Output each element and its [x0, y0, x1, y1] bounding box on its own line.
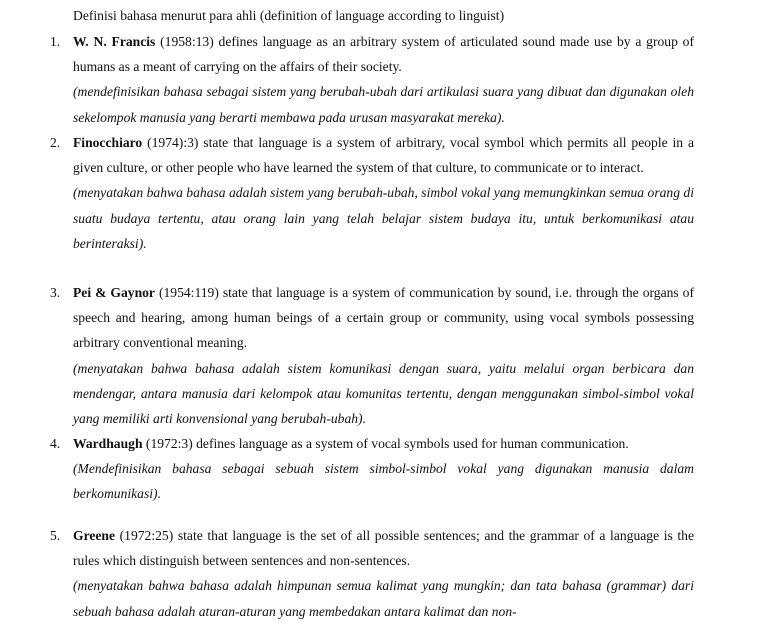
english-definition	[73, 431, 694, 456]
english-text: (1974):3) state that language is a system of arbitrary, vocal symbol which permits all people in a given culture, or other people who have learned the system of that culture, to communicate or to interact.	[73, 135, 694, 176]
item-body	[73, 29, 694, 130]
english-definition	[73, 130, 694, 180]
item-number: 2.	[50, 135, 61, 150]
item-number: 1.	[50, 34, 61, 49]
item-number: 3.	[50, 285, 61, 300]
english-text: (1958:13) defines language as an arbitrary system of articulated sound made use by a group of humans as a meant of carrying on the affairs of their society.	[73, 34, 694, 75]
indonesian-translation: (menyatakan bahwa bahasa adalah sistem yang berubah-ubah, simbol vokal yang memungkinkan semua orang di suatu budaya tertentu, atau orang lain yang telah belajar sistem budaya itu, untuk berkomunikasi atau berinteraksi).	[73, 185, 694, 251]
item-number: 4.	[50, 436, 61, 451]
indonesian-translation: (mendefinisikan bahasa sebagai sistem yang berubah-ubah dari artikulasi suara yang dibuat dan digunakan oleh sekelompok manusia yang berarti membawa pada urusan masyarakat mereka).	[73, 84, 694, 125]
english-definition	[73, 280, 694, 356]
indonesian-translation: (menyatakan bahwa bahasa adalah sistem komunikasi dengan suara, yaitu melalui organ berbicara dan mendengar, antara manusia dari kelompok atau komunitas tertentu, dengan menggunakan simbol-simbol vokal yang memiliki arti konvensional yang berubah-ubah).	[73, 360, 694, 427]
english-definition	[73, 523, 694, 573]
item-body	[73, 431, 694, 507]
indonesian-translation: (Mendefinisikan bahasa sebagai sebuah sistem simbol-simbol vokal yang digunakan manusia dalam berkomunikasi).	[73, 461, 694, 502]
item-body	[73, 523, 694, 624]
item-body	[73, 130, 694, 256]
linguist-name: Pei & Gaynor	[73, 285, 155, 300]
linguist-name: Wardhaugh	[73, 436, 143, 451]
english-definition	[73, 29, 694, 79]
linguist-name: Greene	[73, 528, 116, 543]
english-text: (1972:3) defines language as a system of vocal symbols used for human communication.	[142, 436, 629, 451]
item-number: 5.	[50, 528, 61, 543]
item-body	[73, 280, 694, 431]
section-heading: Definisi bahasa menurut para ahli (definition of language according to linguist)	[73, 8, 505, 23]
english-text: (1954:119) state that language is a system of communication by sound, i.e. through the organs of speech and hearing, among human beings of a certain group or community, using vocal symbols possessing arbitrary conventional meaning.	[73, 285, 694, 351]
linguist-name: W. N. Francis	[73, 34, 156, 49]
indonesian-translation: (menyatakan bahwa bahasa adalah himpunan semua kalimat yang mungkin; dan tata bahasa (grammar) dari sebuah bahasa adalah aturan-aturan yang membedakan antara kalimat dan non-	[73, 578, 694, 619]
linguist-name: Finocchiaro	[73, 135, 143, 150]
english-text: (1972:25) state that language is the set of all possible sentences; and the grammar of a language is the rules which distinguish between sentences and non-sentences.	[73, 528, 694, 569]
